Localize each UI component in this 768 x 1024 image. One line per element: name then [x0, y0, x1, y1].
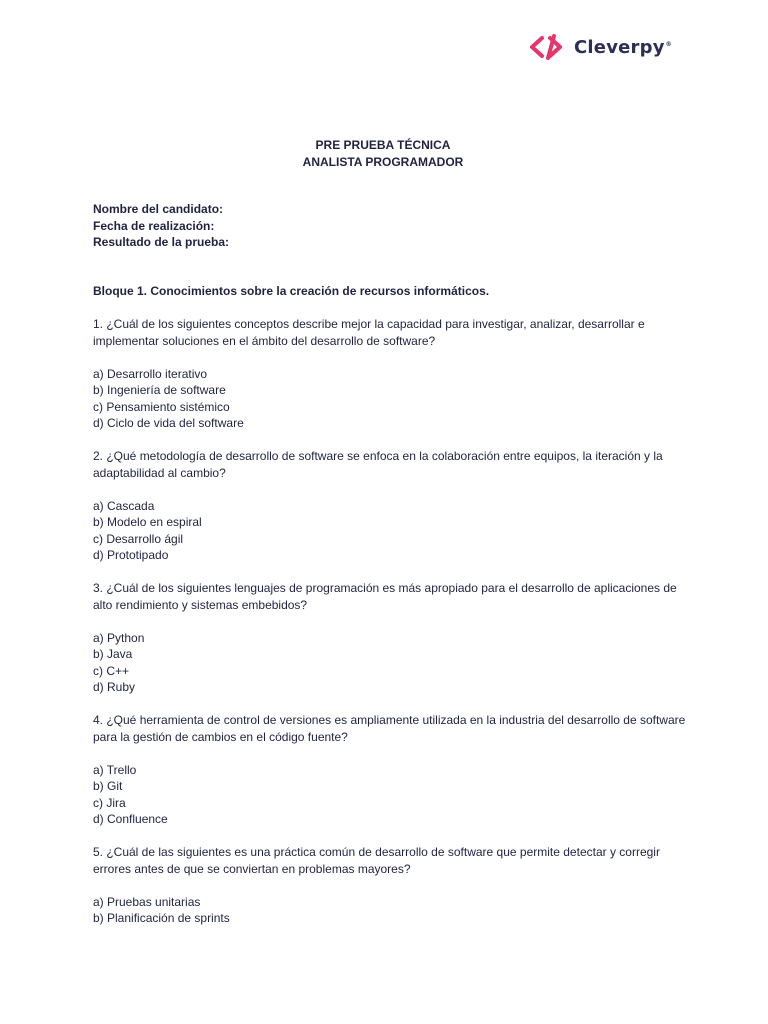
document-title [0, 137, 766, 170]
candidate-info [93, 201, 229, 251]
answer-option: d) Confluence [93, 812, 168, 826]
brand-logo [528, 34, 672, 60]
answer-option: d) Ruby [93, 680, 136, 694]
answer-option: a) Cascada [93, 498, 155, 513]
answer-option: c) C++ [93, 663, 130, 678]
question-5: 5. ¿Cuál de las siguientes es una práctica común de desarrollo de software que permite detectar y corregir errores antes de que se conviertan en problemas mayores? [93, 845, 660, 876]
cleverpy-logo-icon [528, 34, 564, 60]
answer-option: c) Pensamiento sistémico [93, 399, 230, 414]
question-list [93, 316, 693, 927]
question-3: 3. ¿Cuál de los siguientes lenguajes de programación es más apropiado para el desarrollo de aplicaciones de alto rendimiento y sistemas embebidos? [93, 581, 677, 612]
question-3-options [93, 630, 693, 696]
answer-option: b) Git [93, 779, 123, 793]
answer-option: a) Desarrollo iterativo [93, 366, 208, 381]
answer-option: b) Java [93, 647, 133, 661]
question-5-options [93, 894, 693, 927]
question-1: 1. ¿Cuál de los siguientes conceptos describe mejor la capacidad para investigar, analizar, desarrollar e implementar soluciones en el ámbito del desarrollo de software? [93, 317, 645, 348]
question-1-options [93, 366, 693, 432]
answer-option: b) Planificación de sprints [93, 911, 230, 925]
answer-option: b) Modelo en espiral [93, 515, 202, 529]
block-1-title: Bloque 1. Conocimientos sobre la creación de recursos informáticos. [93, 284, 490, 298]
answer-option: b) Ingeniería de software [93, 383, 226, 397]
title-line-2: ANALISTA PROGRAMADOR [302, 154, 464, 169]
brand-name: Cleverpy® [574, 36, 672, 58]
question-4-options [93, 762, 693, 828]
answer-option: c) Jira [93, 795, 126, 810]
question-4: 4. ¿Qué herramienta de control de versiones es ampliamente utilizada en la industria del desarrollo de software para la gestión de cambios en el código fuente? [93, 713, 686, 744]
question-2: 2. ¿Qué metodología de desarrollo de software se enfoca en la colaboración entre equipos, la iteración y la adaptabilidad al cambio? [93, 449, 663, 480]
question-2-options [93, 498, 693, 564]
block-1 [93, 283, 693, 943]
answer-option: a) Python [93, 630, 145, 645]
date-label: Fecha de realización: [93, 218, 215, 233]
answer-option: d) Prototipado [93, 548, 169, 562]
answer-option: a) Pruebas unitarias [93, 894, 201, 909]
answer-option: c) Desarrollo ágil [93, 531, 184, 546]
answer-option: a) Trello [93, 762, 137, 777]
answer-option: d) Ciclo de vida del software [93, 416, 244, 430]
result-label: Resultado de la prueba: [93, 235, 230, 249]
candidate-name-label: Nombre del candidato: [93, 202, 224, 216]
title-line-1: PRE PRUEBA TÉCNICA [315, 138, 451, 152]
